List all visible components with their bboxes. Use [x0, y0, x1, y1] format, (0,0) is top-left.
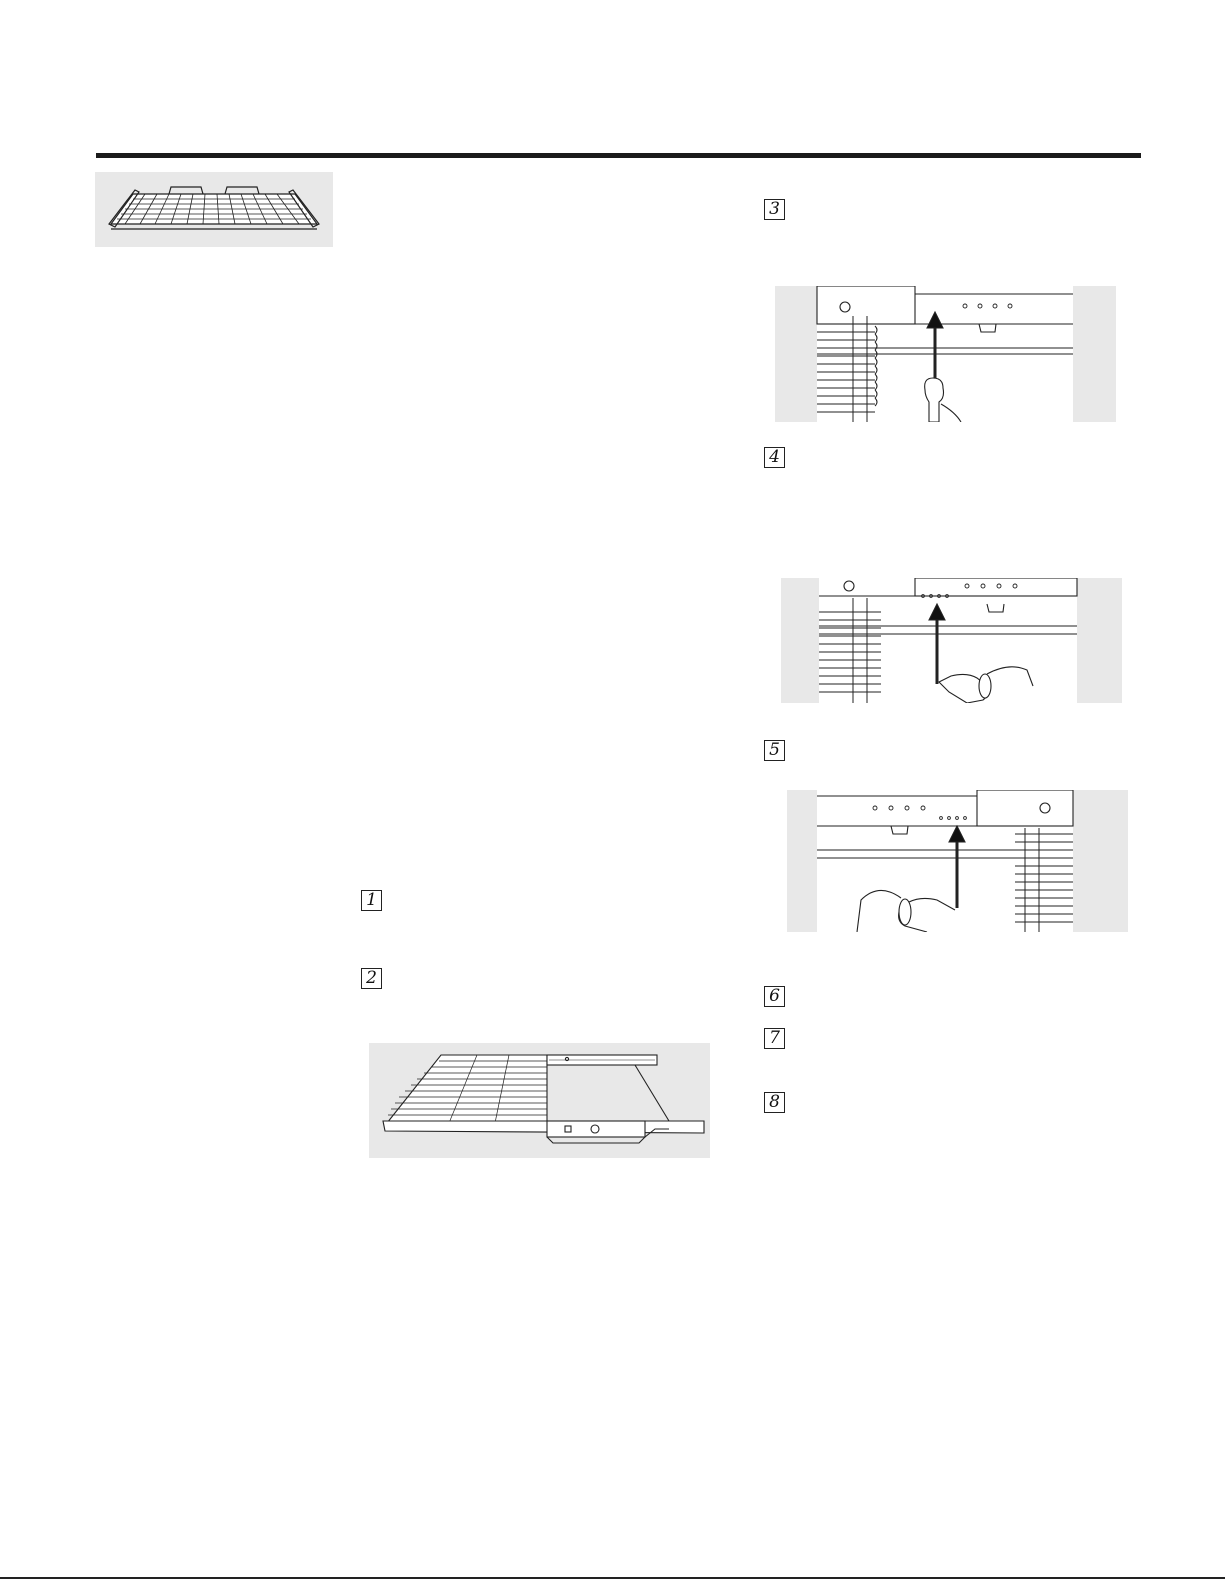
- lubricant-bottle-icon: [787, 790, 1128, 932]
- step-8-marker: 8: [764, 1092, 785, 1113]
- finger-wipe-rail-icon: [775, 286, 1116, 422]
- lubricant-bottle-icon: [781, 578, 1122, 703]
- rack-slide-figure: [369, 1043, 710, 1158]
- extension-rack-slide-icon: [369, 1043, 710, 1158]
- oven-rack-figure: [95, 172, 333, 247]
- step-5-marker: 5: [764, 740, 785, 761]
- step-3-marker: 3: [764, 199, 785, 220]
- header-rule: [96, 153, 1141, 158]
- step-4-figure: [781, 578, 1122, 703]
- oven-rack-icon: [95, 172, 333, 247]
- footer-rule: [0, 1577, 1225, 1579]
- step-7-marker: 7: [764, 1028, 785, 1049]
- step-1-marker: 1: [361, 890, 382, 911]
- step-4-marker: 4: [764, 447, 785, 468]
- step-2-marker: 2: [361, 968, 382, 989]
- step-6-marker: 6: [764, 986, 785, 1007]
- step-3-figure: [775, 286, 1116, 422]
- step-5-figure: [787, 790, 1128, 932]
